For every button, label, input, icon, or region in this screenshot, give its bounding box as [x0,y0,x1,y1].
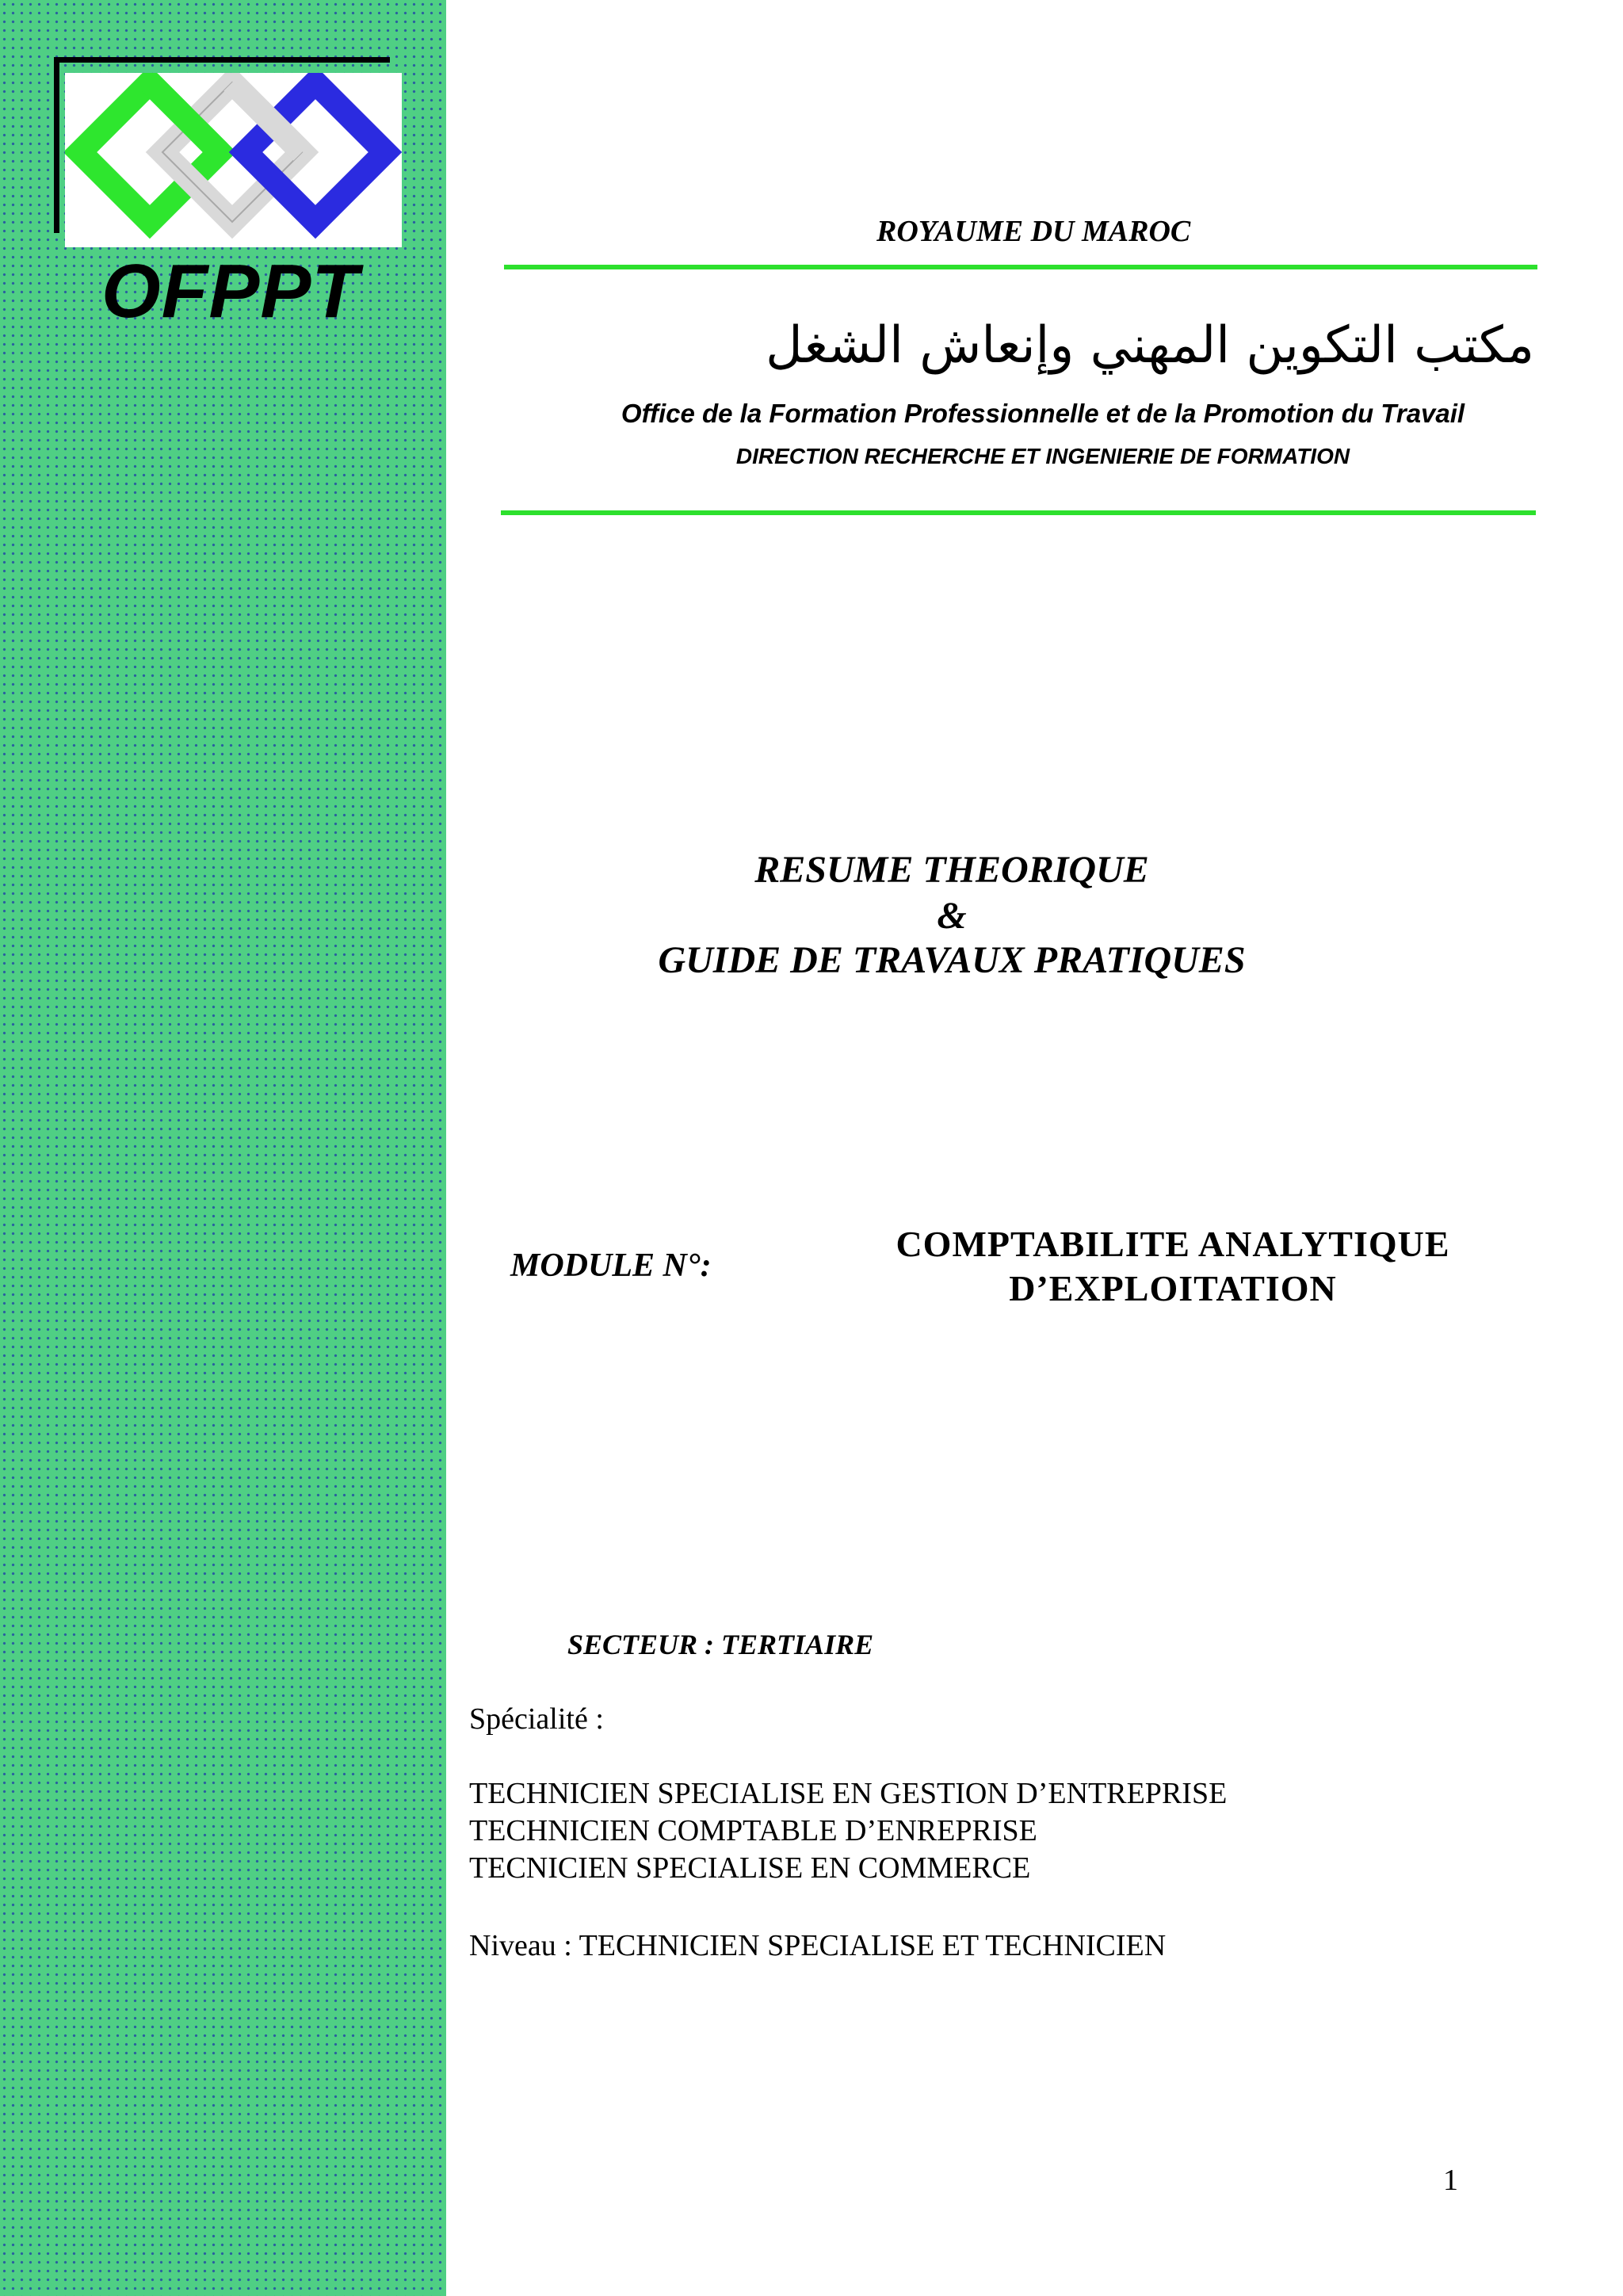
ofppt-logo [65,73,402,247]
module-label: MODULE N°: [510,1247,712,1284]
header-rule-bottom [501,510,1536,515]
decorative-sidebar [0,0,446,2296]
ofppt-logo-icon [65,73,402,247]
arabic-office-name: مكتب التكوين المهني وإنعاش الشغل [766,316,1534,375]
specialty-item: TECNICIEN SPECIALISE EN COMMERCE [469,1851,1031,1885]
header-rule-top [504,265,1537,269]
specialty-label: Spécialité : [469,1702,604,1736]
sector-label: SECTEUR : TERTIAIRE [567,1629,874,1660]
ofppt-acronym: OFPPT [101,249,360,334]
page-number: 1 [1443,2164,1458,2197]
country-name: ROYAUME DU MAROC [876,215,1191,248]
document-title-ampersand: & [937,895,967,937]
level-text: Niveau : TECHNICIEN SPECIALISE ET TECHNICIEN [469,1929,1167,1962]
specialty-item: TECHNICIEN COMPTABLE D’ENREPRISE [469,1814,1037,1847]
document-title-line-2: GUIDE DE TRAVAUX PRATIQUES [658,939,1246,981]
module-title-line-1: COMPTABILITE ANALYTIQUE [896,1224,1450,1264]
specialty-item: TECHNICIEN SPECIALISE EN GESTION D’ENTREPRISE [469,1777,1228,1810]
document-title-line-1: RESUME THEORIQUE [754,849,1149,891]
module-title-line-2: D’EXPLOITATION [1009,1268,1337,1308]
office-name: Office de la Formation Professionnelle et de la Promotion du Travail [621,399,1465,428]
direction-name: DIRECTION RECHERCHE ET INGENIERIE DE FORMATION [735,444,1350,468]
